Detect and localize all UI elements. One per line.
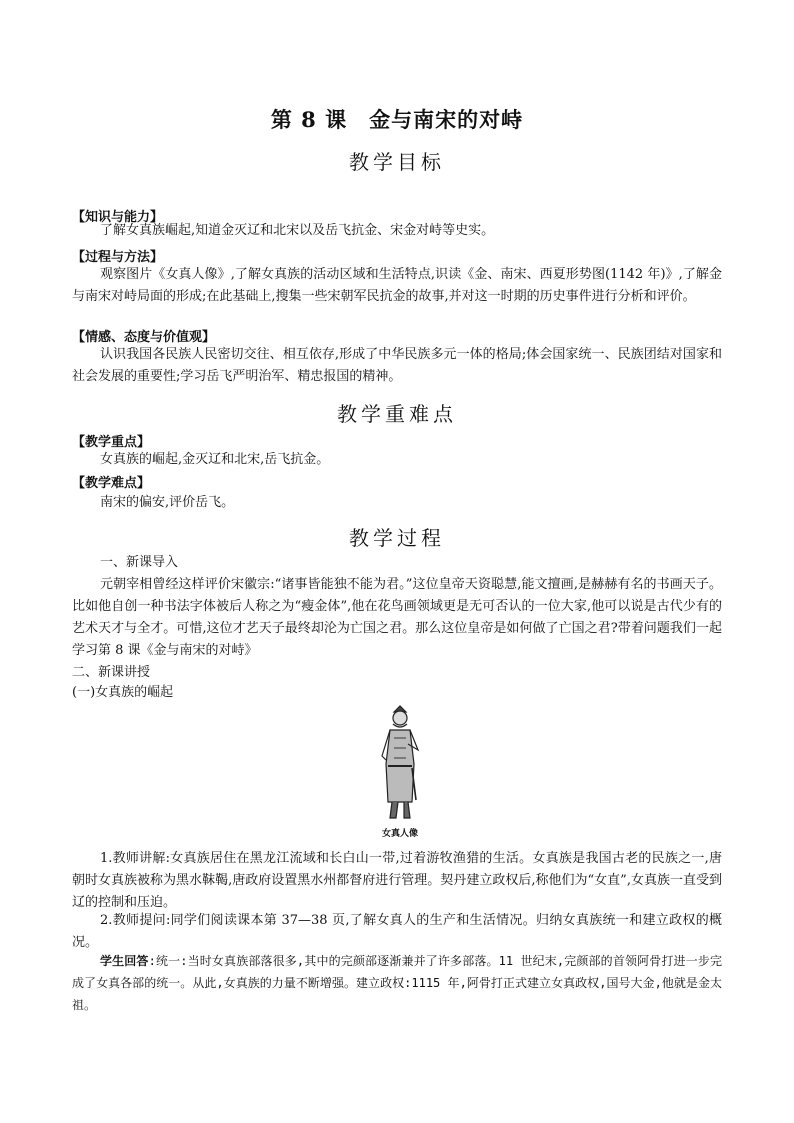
jurchen-person-illustration <box>372 704 428 824</box>
lesson-title: 第 8 课 金与南宋的对峙 <box>270 107 524 132</box>
lecture-paragraph-3 <box>72 950 722 1016</box>
sub-heading: (一)女真族的崛起 <box>72 685 174 700</box>
process-tag: 【过程与方法】 <box>72 250 164 265</box>
paragraph-2-lead: 2.教师提问 <box>100 913 166 928</box>
focus-text: 女真族的崛起,金灭辽和北宋,岳飞抗金。 <box>100 452 330 467</box>
paragraph-1-lead: 1.教师讲解 <box>100 851 166 866</box>
knowledge-tag: 【知识与能力】 <box>72 210 164 225</box>
difficulty-text: 南宋的偏安,评价岳飞。 <box>100 495 235 510</box>
lecture-paragraph-2 <box>72 910 722 954</box>
jurchen-figure <box>372 704 428 839</box>
intro-text: 元朝宰相曾经这样评价宋徽宗:“诸事皆能独不能为君。”这位皇帝天资聪慧,能文擅画,是赫赫有名的书画天子。比如他自创一种书法字体被后人称之为“瘦金体”,他在花鸟画领域更是无可否认的一位大家,他可以说是古代少有的艺术天才与全才。可惜,这位才艺天子最终却沦为亡国之君。那么这位皇帝是如何做了亡国之君?带着问题我们一起学习第 8 课《金与南宋的对峙》 <box>72 577 722 658</box>
paragraph-2-text: :同学们阅读课本第 37—38 页,了解女真人的生产和生活情况。归纳女真族统一和建立政权的概况。 <box>72 913 722 950</box>
paragraph-1-text: :女真族居住在黑龙江流域和长白山一带,过着游牧渔猎的生活。女真族是我国古老的民族之一,唐朝时女真族被称为黑水靺鞨,唐政府设置黑水州都督府进行管理。契丹建立政权后,称他们为“女直”,女真族一直受到辽的控制和压迫。 <box>72 851 722 910</box>
objectives-heading: 教学目标 <box>349 150 445 174</box>
paragraph-3-lead: 学生回答 <box>100 954 149 968</box>
emotion-tag: 【情感、态度与价值观】 <box>72 330 216 345</box>
paragraph-3-text: :统一:当时女真族部落很多,其中的完颜部逐渐兼并了许多部落。11 世纪末,完颜部的首领阿骨打进一步完成了女真各部的统一。从此,女真族的力量不断增强。建立政权:1115 年,阿骨打正式建立女真政权,国号大金,他就是金太祖。 <box>72 954 722 1012</box>
figure-caption: 女真人像 <box>381 829 418 839</box>
lecture-paragraph-1 <box>72 848 722 914</box>
knowledge-text: 了解女真族崛起,知道金灭辽和北宋以及岳飞抗金、宋金对峙等史实。 <box>100 223 495 238</box>
emotion-text: 认识我国各民族人民密切交往、相互依存,形成了中华民族多元一体的格局;体会国家统一、民族团结对国家和社会发展的重要性;学习岳飞严明治军、精忠报国的精神。 <box>72 347 722 384</box>
focus-tag: 【教学重点】 <box>72 435 151 450</box>
process-heading: 教学过程 <box>349 526 445 550</box>
intro-heading: 一、新课导入 <box>100 555 179 570</box>
process-text: 观察图片《女真人像》,了解女真族的活动区域和生活特点,识读《金、南宋、西夏形势图(1142 年)》,了解金与南宋对峙局面的形成;在此基础上,搜集一些宋朝军民抗金的故事,并对这一时期的历史事件进行分析和评价。 <box>72 267 722 304</box>
lecture-heading: 二、新课讲授 <box>72 665 151 680</box>
key-points-heading: 教学重难点 <box>337 402 457 426</box>
difficulty-tag: 【教学难点】 <box>72 476 151 491</box>
